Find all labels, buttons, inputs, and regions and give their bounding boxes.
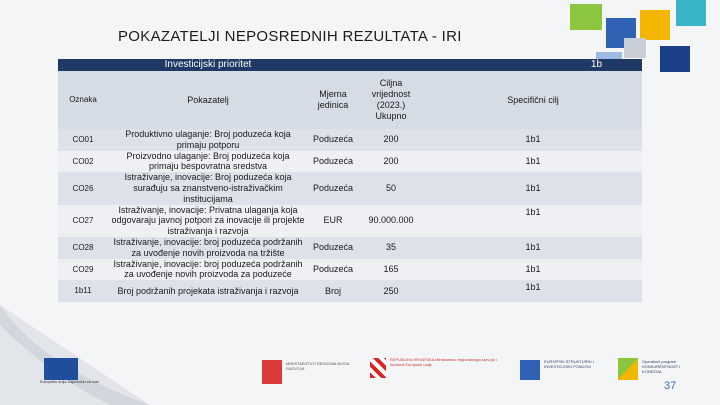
table-row xyxy=(58,172,642,204)
decor-square-grey xyxy=(624,38,646,58)
eu-logo xyxy=(44,358,78,380)
row-objective: 1b1 xyxy=(424,129,642,151)
row-objective: 1b1 xyxy=(424,172,642,204)
table-row xyxy=(58,151,642,173)
priority-spacer xyxy=(58,59,108,71)
row-indicator: Broj podržanih projekata istraživanja i razvoja xyxy=(108,280,308,302)
eu-text: Europska unija Zajednički za rast xyxy=(40,379,99,384)
row-unit: Poduzeća xyxy=(308,151,358,173)
op-logo-icon xyxy=(618,358,638,380)
op-text: Operativni program KONKURENTNOST I KOHEZIJA xyxy=(642,359,681,374)
row-unit: Broj xyxy=(308,280,358,302)
croatia-ministry-text: REPUBLIKA HRVATSKA Ministarstvo regionalnoga razvoja i fondova Europske unije xyxy=(390,357,497,367)
table-row xyxy=(58,129,642,151)
row-objective: 1b1 xyxy=(424,259,642,281)
row-code: CO27 xyxy=(58,205,108,237)
header-row xyxy=(58,71,642,129)
row-indicator: Istraživanje, inovacije: broj poduzeća podržanih za uvođenje novih proizvoda na tržište xyxy=(108,237,308,259)
row-indicator: Proizvodno ulaganje: Broj poduzeća koja primaju bespovratna sredstva xyxy=(108,151,308,173)
row-target: 250 xyxy=(358,280,424,302)
table-row xyxy=(58,237,642,259)
row-target: 50 xyxy=(358,172,424,204)
row-indicator: Produktivno ulaganje: Broj poduzeća koja primaju potporu xyxy=(108,129,308,151)
row-objective: 1b1 xyxy=(424,205,642,237)
row-unit: Poduzeća xyxy=(308,259,358,281)
row-objective: 1b1 xyxy=(424,280,642,302)
row-target: 35 xyxy=(358,237,424,259)
row-target: 200 xyxy=(358,129,424,151)
priority-value: 1b xyxy=(308,59,642,71)
esif-text: EUROPSKI STRUKTURNI I INVESTICIJSKI FONDOVI xyxy=(544,359,594,369)
decor-square-yellow xyxy=(640,10,670,40)
row-unit: EUR xyxy=(308,205,358,237)
row-code: CO28 xyxy=(58,237,108,259)
decor-square-teal xyxy=(676,0,706,26)
row-code: CO26 xyxy=(58,172,108,204)
row-objective: 1b1 xyxy=(424,237,642,259)
row-unit: Poduzeća xyxy=(308,172,358,204)
header-indicator: Pokazatelj xyxy=(108,71,308,129)
page-number: 37 xyxy=(664,380,677,392)
row-indicator: Istraživanje, inovacije: Privatna ulaganja koja odgovaraju javnoj potpori za inovacije ili projekte istraživanja i razvoja xyxy=(108,205,308,237)
row-unit: Poduzeća xyxy=(308,237,358,259)
croatia-coat-icon xyxy=(370,358,386,378)
row-objective: 1b1 xyxy=(424,151,642,173)
esif-logo-icon xyxy=(520,360,540,380)
priority-label: Investicijski prioritet xyxy=(108,59,308,71)
ministry-logo-icon xyxy=(262,360,282,384)
row-indicator: Istraživanje, inovacije: broj poduzeća podržanih za uvođenje novih proizvoda za poduzeće xyxy=(108,259,308,281)
row-target: 90.000.000 xyxy=(358,205,424,237)
row-code: CO01 xyxy=(58,129,108,151)
priority-row xyxy=(58,59,642,71)
row-code: CO02 xyxy=(58,151,108,173)
header-target: Ciljna vrijednost (2023.) Ukupno xyxy=(358,71,424,129)
decor-square-green xyxy=(570,4,602,30)
table-row xyxy=(58,259,642,281)
header-code: Oznaka xyxy=(58,71,108,129)
table-row xyxy=(58,205,642,237)
decor-square-navy xyxy=(660,46,690,72)
row-unit: Poduzeća xyxy=(308,129,358,151)
footer xyxy=(30,352,690,402)
ministry-logo-text: MINISTARSTVO REGIONALNOGA RAZVOJA xyxy=(286,361,350,371)
row-code: 1b11 xyxy=(58,280,108,302)
slide-title: POKAZATELJI NEPOSREDNIH REZULTATA - IRI xyxy=(118,28,462,45)
row-target: 165 xyxy=(358,259,424,281)
row-code: CO29 xyxy=(58,259,108,281)
header-objective: Specifični cilj xyxy=(424,71,642,129)
row-indicator: Istraživanje, inovacije: Broj poduzeća koja surađuju sa znanstveno-istraživačkim institucijama xyxy=(108,172,308,204)
row-target: 200 xyxy=(358,151,424,173)
table-row xyxy=(58,280,642,302)
indicators-table xyxy=(58,59,642,302)
header-unit: Mjerna jedinica xyxy=(308,71,358,129)
